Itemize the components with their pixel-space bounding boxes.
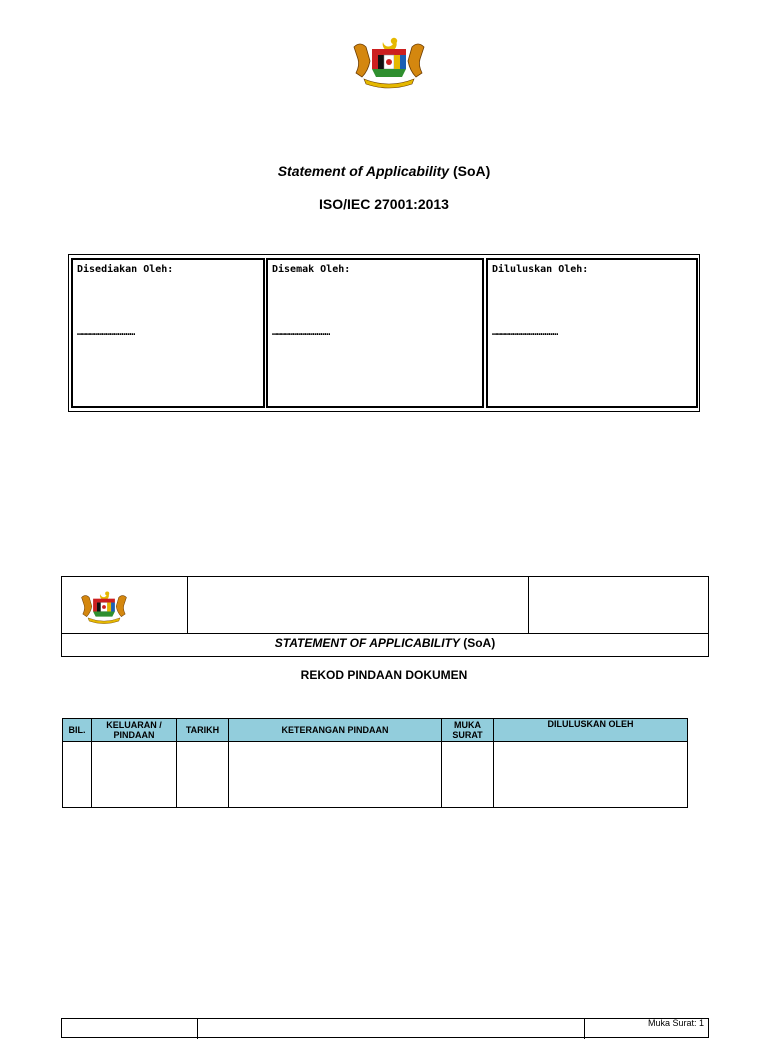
reviewed-by-cell — [266, 258, 484, 408]
document-title: Statement of Applicability (SoA) — [277, 163, 491, 179]
header-divider — [187, 577, 188, 633]
standard-reference: ISO/IEC 27001:2013 — [319, 196, 449, 212]
table-cell — [177, 742, 229, 808]
amendment-record-title: REKOD PINDAAN DOKUMEN — [300, 668, 468, 682]
header-title: STATEMENT OF APPLICABILITY (SoA) — [274, 636, 496, 650]
signature-box — [68, 254, 700, 412]
footer-divider — [197, 1019, 198, 1039]
table-cell — [494, 742, 688, 808]
table-cell — [229, 742, 442, 808]
column-header-bil: BIL. — [63, 719, 92, 742]
footer-table — [61, 1018, 709, 1038]
header-divider — [528, 577, 529, 633]
reviewed-by-label: Disemak Oleh: — [272, 264, 351, 275]
page-number: Muka Surat: 1 — [647, 1018, 704, 1028]
coat-of-arms-logo — [350, 33, 428, 91]
table-cell — [63, 742, 92, 808]
table-row — [63, 742, 688, 808]
table-header-row — [63, 719, 688, 742]
approved-by-signature-line: ………………………………………… — [492, 327, 557, 338]
column-header-diluluskan: DILULUSKAN OLEH — [494, 719, 688, 742]
table-cell — [442, 742, 494, 808]
table-cell — [92, 742, 177, 808]
amendment-record-table — [62, 718, 688, 808]
prepared-by-cell — [71, 258, 265, 408]
footer-divider — [584, 1019, 585, 1039]
prepared-by-signature-line: …………………………………… — [77, 327, 134, 338]
header-divider — [62, 633, 708, 634]
prepared-by-label: Disediakan Oleh: — [77, 264, 174, 275]
reviewed-by-signature-line: …………………………………… — [272, 327, 329, 338]
column-header-muka-surat: MUKA SURAT — [442, 719, 494, 742]
column-header-keterangan: KETERANGAN PINDAAN — [229, 719, 442, 742]
header-coat-of-arms-logo — [79, 587, 129, 627]
approved-by-label: Diluluskan Oleh: — [492, 264, 589, 275]
approved-by-cell — [486, 258, 698, 408]
column-header-keluaran: KELUARAN / PINDAAN — [92, 719, 177, 742]
document-header-table — [61, 576, 709, 657]
column-header-tarikh: TARIKH — [177, 719, 229, 742]
